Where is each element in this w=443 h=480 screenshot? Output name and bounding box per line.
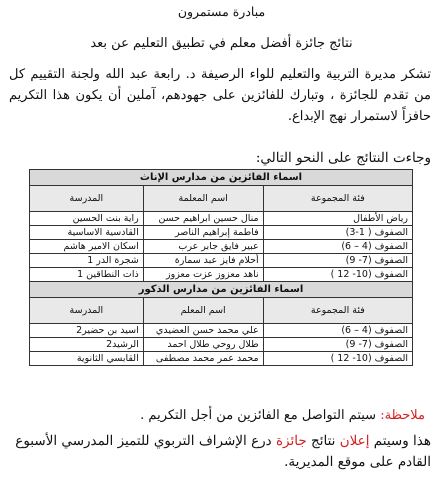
male-section-title: اسماء الفائزين من مدارس الذكور — [30, 282, 413, 298]
cell-school: راية بنت الحسين — [30, 212, 144, 226]
col-group-header: فئة المجموعة — [263, 298, 412, 324]
initiative-title: مبادرة مستمرون — [177, 4, 266, 19]
col-teacher-header: اسم المعلم — [143, 298, 263, 324]
cell-group: الصفوف (7- 9) — [263, 254, 412, 268]
cell-teacher: أحلام فايز عبد سمارة — [143, 254, 263, 268]
cell-group: الصفوف (7- 9) — [263, 338, 412, 352]
closing-highlight: إعلان — [339, 433, 370, 449]
closing-text: درع الإشراف التربوي للتميز المدرسي الأسبوع القادم على موقع المديرية. — [15, 433, 431, 470]
table-row — [30, 240, 413, 254]
cell-group: الصفوف (10- 12 ) — [263, 352, 412, 366]
cell-school: اسكان الامير هاشم — [30, 240, 144, 254]
note-text: سيتم التواصل مع الفائزين من أجل التكريم . — [140, 408, 381, 423]
cell-teacher: طلال روحي طلال احمد — [143, 338, 263, 352]
closing-highlight: جائزة — [275, 433, 307, 449]
closing-text: نتائج — [306, 433, 340, 449]
thanks-paragraph: تشكر مديرة التربية والتعليم للواء الرصيفة د. رابعة عبد الله ولجنة التقييم كل من تقدم للجائزة ، وتبارك للفائزين على جهودهم، آملين أن يكون هذا التكريم حافزاً لاستمرار نهج الإبداع. — [9, 67, 431, 124]
col-school-header: المدرسة — [30, 186, 144, 212]
winners-table — [29, 169, 413, 366]
cell-school: القادسية الاساسية — [30, 226, 144, 240]
col-school-header: المدرسة — [30, 298, 144, 324]
note-label: ملاحظة: — [380, 408, 425, 423]
table-row — [30, 254, 413, 268]
cell-group: الصفوف ( 1-3) — [263, 226, 412, 240]
table-row — [30, 352, 413, 366]
table-row — [30, 226, 413, 240]
cell-school: اسيد بن حضير2 — [30, 324, 144, 338]
results-intro: وجاءت النتائج على النحو التالي: — [255, 150, 431, 166]
table-row — [30, 268, 413, 282]
col-group-header: فئة المجموعة — [263, 186, 412, 212]
cell-school: شجرة الدر 1 — [30, 254, 144, 268]
cell-group: الصفوف (4 – 6) — [263, 240, 412, 254]
cell-school: الرشيد2 — [30, 338, 144, 352]
table-row — [30, 212, 413, 226]
cell-teacher: ناهد معزوز عزت معزوز — [143, 268, 263, 282]
cell-school: القابسي الثانوية — [30, 352, 144, 366]
cell-group: رياض الأطفال — [263, 212, 412, 226]
female-section-title: اسماء الفائزين من مدارس الإناث — [30, 170, 413, 186]
cell-group: الصفوف (4 – 6) — [263, 324, 412, 338]
cell-school: ذات النطاقين 1 — [30, 268, 144, 282]
table-row — [30, 338, 413, 352]
col-teacher-header: اسم المعلمة — [143, 186, 263, 212]
cell-group: الصفوف (10- 12 ) — [263, 268, 412, 282]
cell-teacher: عبير فايق جابر عرب — [143, 240, 263, 254]
cell-teacher: علي محمد حسن العضيدي — [143, 324, 263, 338]
closing-paragraph — [6, 431, 431, 473]
closing-text: هذا وسيتم — [369, 433, 431, 449]
note-line — [140, 408, 425, 423]
cell-teacher: فاطمة إبراهيم الناصر — [143, 226, 263, 240]
cell-teacher: محمد عمر محمد مصطفى — [143, 352, 263, 366]
table-row — [30, 324, 413, 338]
cell-teacher: منال حسين ابراهيم حسن — [143, 212, 263, 226]
results-heading: نتائج جائزة أفضل معلم في تطبيق التعليم عن بعد — [90, 36, 353, 51]
